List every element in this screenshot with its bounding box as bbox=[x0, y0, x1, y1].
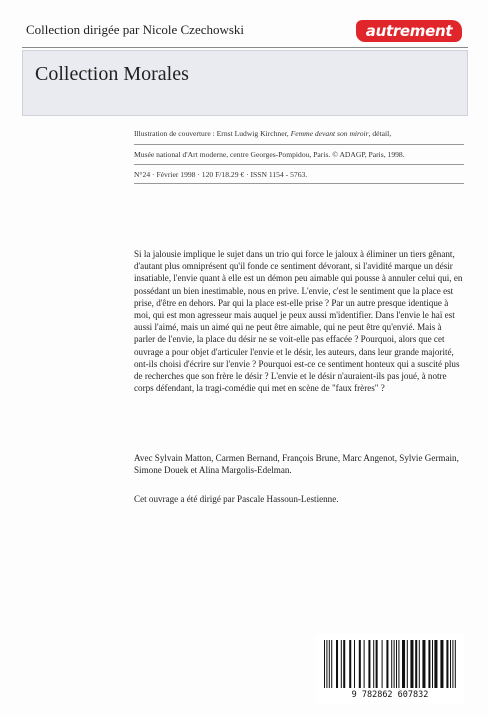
barcode-bar bbox=[373, 640, 374, 688]
director-note: Cet ouvrage a été dirigé par Pascale Hassoun-Lestienne. bbox=[134, 494, 339, 504]
barcode-bar bbox=[324, 640, 325, 688]
barcode-bar bbox=[359, 640, 361, 688]
barcode-bar bbox=[364, 640, 365, 688]
museum-credit: Musée national d'Art moderne, centre Georges-Pompidou, Paris. © ADAGP, Paris, 1998. bbox=[134, 150, 405, 159]
barcode-bar bbox=[410, 640, 413, 688]
barcode-bar bbox=[415, 640, 417, 688]
barcode-bar bbox=[391, 640, 392, 688]
barcode bbox=[316, 634, 464, 704]
issue-info: N°24 · Février 1998 · 120 F/18.29 € · ISSN 1154 - 5763. bbox=[134, 170, 308, 179]
illustration-credit bbox=[134, 129, 464, 139]
barcode-bar bbox=[440, 640, 443, 688]
blurb bbox=[134, 248, 464, 394]
barcode-bars bbox=[324, 640, 456, 688]
barcode-bar bbox=[343, 640, 345, 688]
barcode-bar bbox=[394, 640, 395, 688]
barcode-bar bbox=[336, 640, 338, 688]
header-divider bbox=[22, 47, 468, 48]
collection-title: Collection Morales bbox=[35, 63, 189, 85]
barcode-bar bbox=[386, 640, 388, 688]
barcode-bar bbox=[419, 640, 420, 688]
barcode-bar bbox=[452, 640, 453, 688]
barcode-bar bbox=[402, 640, 405, 688]
barcode-bar bbox=[407, 640, 408, 688]
publisher-logo: autrement bbox=[356, 20, 462, 42]
barcode-bar bbox=[341, 640, 342, 688]
barcode-bar bbox=[428, 640, 430, 688]
barcode-bar bbox=[329, 640, 330, 688]
barcode-number: 9 782862 607832 bbox=[351, 690, 429, 700]
illustration-suffix: , détail, bbox=[368, 129, 392, 138]
meta-divider bbox=[134, 164, 464, 165]
authors-list: Avec Sylvain Matton, Carmen Bernand, François Brune, Marc Angenot, Sylvie Germain, Simone Douek et Alina Margolis-Edelman. bbox=[134, 453, 459, 476]
title-box bbox=[22, 50, 468, 116]
illustration-prefix: Illustration de couverture : Ernst Ludwig Kirchner, bbox=[134, 129, 289, 138]
barcode-bar bbox=[455, 640, 456, 688]
barcode-bar bbox=[396, 640, 397, 688]
header-bar bbox=[22, 18, 468, 44]
barcode-bar bbox=[450, 640, 451, 688]
blurb-paragraph: Si la jalousie implique le sujet dans un trio qui force le jaloux à éliminer un tiers gênant, d'autant plus omniprésent qu'il fonde ce sentiment dévorant, si l'avidité marque un désir insatiable, l'envie quant à elle est un démon peu aimable qui pousse à annuler celui qui, en possédant un bien inestimable, nous en prive. L'envie, c'est le sentiment que la place est prise, d'être en dehors. Par qui la place est-elle prise ? Par un autre presque identique à moi, qui est mon agresseur mais auquel je peux aussi m'identifier. Dans l'envie le haï est aussi l'aimé, mais un aimé qui ne peut être aimable, qui ne peut être qu'envié. Mais à parler de l'envie, la place du désir ne se voit-elle pas effacée ? Pourquoi, alors que cet ouvrage a pour objet d'articuler l'envie et le désir, les auteurs, dans leur grande majorité, ont-ils choisi d'écrire sur l'envie ? Pourquoi est-ce ce sentiment honteux qui a suscité plus de recherches que son frère le désir ? L'envie et le désir n'auraient-ils pas joué, à notre corps défendant, la tragi-comédie qui met en scène de "faux frères" ? bbox=[134, 249, 463, 394]
barcode-bar bbox=[432, 640, 433, 688]
collection-director: Collection dirigée par Nicole Czechowski bbox=[26, 22, 245, 37]
barcode-bar bbox=[368, 640, 370, 688]
barcode-bar bbox=[446, 640, 448, 688]
barcode-bar bbox=[422, 640, 425, 688]
meta-divider bbox=[134, 183, 464, 184]
meta-divider bbox=[134, 144, 464, 145]
barcode-bar bbox=[434, 640, 437, 688]
barcode-bar bbox=[349, 640, 351, 688]
barcode-bar bbox=[376, 640, 378, 688]
barcode-bar bbox=[354, 640, 355, 688]
barcode-bar bbox=[326, 640, 327, 688]
illustration-title: Femme devant son miroir bbox=[290, 129, 369, 138]
barcode-bar bbox=[382, 640, 383, 688]
barcode-bar bbox=[398, 640, 399, 688]
barcode-bar bbox=[331, 640, 332, 688]
